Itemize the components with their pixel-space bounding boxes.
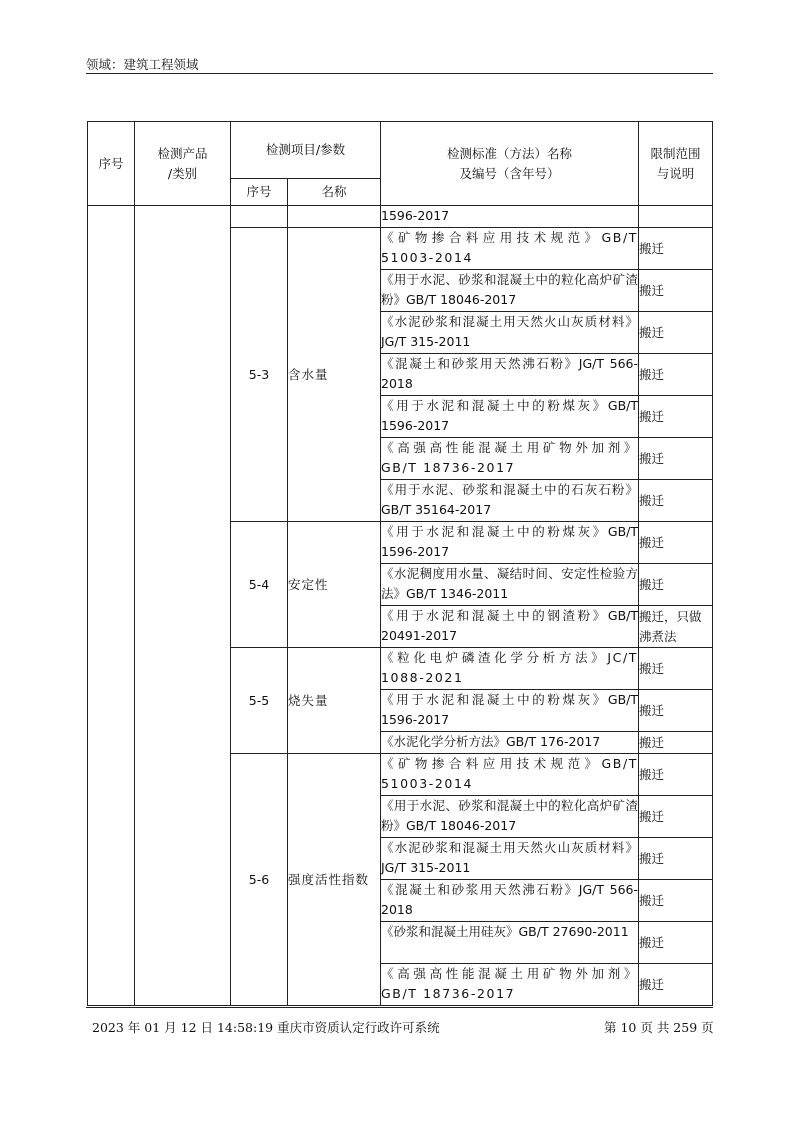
- standard-cell: 《用于水泥、砂浆和混凝土中的石灰石粉》GB/T 35164-2017: [381, 480, 639, 522]
- limit-cell: 搬迁: [639, 228, 713, 270]
- standard-cell: 《混凝土和砂浆用天然沸石粉》JG/T 566-2018: [381, 354, 639, 396]
- item-seq-5-4: 5-4: [231, 522, 288, 648]
- detection-scope-table: [87, 121, 713, 1006]
- standard-cell: 《高强高性能混凝土用矿物外加剂》GB/T 18736-2017: [381, 438, 639, 480]
- limit-cell: 搬迁: [639, 312, 713, 354]
- item-seq-5-6: 5-6: [231, 754, 288, 1006]
- item-name-5-5: 烧失量: [288, 648, 381, 754]
- standard-cell: 《水泥化学分析方法》GB/T 176-2017: [381, 732, 639, 754]
- standard-cell: 《用于水泥和混凝土中的粉煤灰》GB/T 1596-2017: [381, 396, 639, 438]
- standard-cell: 《矿物掺合料应用技术规范》GB/T 51003-2014: [381, 228, 639, 270]
- item-name-5-4: 安定性: [288, 522, 381, 648]
- standard-cell: 《用于水泥、砂浆和混凝土中的粒化高炉矿渣粉》GB/T 18046-2017: [381, 796, 639, 838]
- seq-cell-empty: [88, 206, 135, 1006]
- limit-cell: 搬迁: [639, 754, 713, 796]
- limit-cell: 搬迁: [639, 838, 713, 880]
- standard-cell: 1596-2017: [381, 206, 639, 228]
- limit-cell: 搬迁: [639, 396, 713, 438]
- header-item-name: 名称: [288, 179, 381, 206]
- standard-cell: 《用于水泥和混凝土中的钢渣粉》GB/T 20491-2017: [381, 606, 639, 648]
- standard-cell: 《高强高性能混凝土用矿物外加剂》GB/T 18736-2017: [381, 964, 639, 1006]
- item-name-5-3: 含水量: [288, 228, 381, 522]
- header-item-group: 检测项目/参数: [231, 122, 381, 179]
- header-limit: 限制范围 与说明: [639, 122, 713, 206]
- standard-cell: 《用于水泥和混凝土中的粉煤灰》GB/T 1596-2017: [381, 690, 639, 732]
- header-seq: 序号: [88, 122, 135, 206]
- standard-cell: 《水泥砂浆和混凝土用天然火山灰质材料》JG/T 315-2011: [381, 838, 639, 880]
- limit-cell: 搬迁: [639, 438, 713, 480]
- limit-cell: 搬迁: [639, 354, 713, 396]
- standard-cell: 《粒化电炉磷渣化学分析方法》JC/T 1088-2021: [381, 648, 639, 690]
- limit-cell: 搬迁: [639, 732, 713, 754]
- limit-cell: 搬迁，只做沸煮法: [639, 606, 713, 648]
- limit-cell: 搬迁: [639, 880, 713, 922]
- header-item-seq: 序号: [231, 179, 288, 206]
- footer-page-info: 第 10 页 共 259 页: [604, 1020, 714, 1035]
- standard-cell: 《矿物掺合料应用技术规范》GB/T 51003-2014: [381, 754, 639, 796]
- item-seq-5-5: 5-5: [231, 648, 288, 754]
- header-standard: 检测标准（方法）名称 及编号（含年号）: [381, 122, 639, 206]
- product-cell-empty: [135, 206, 231, 1006]
- limit-cell: 搬迁: [639, 796, 713, 838]
- footer-timestamp-system: 2023 年 01 月 12 日 14:58:19 重庆市资质认定行政许可系统: [92, 1020, 440, 1035]
- header-rule: [86, 73, 713, 74]
- limit-cell: 搬迁: [639, 648, 713, 690]
- carry-item-seq: [231, 206, 288, 228]
- limit-cell: 搬迁: [639, 564, 713, 606]
- item-name-5-6: 强度活性指数: [288, 754, 381, 1006]
- standard-cell: 《用于水泥和混凝土中的粉煤灰》GB/T 1596-2017: [381, 522, 639, 564]
- header-product-category: 检测产品 /类别: [135, 122, 231, 206]
- limit-cell: 搬迁: [639, 270, 713, 312]
- limit-cell: 搬迁: [639, 964, 713, 1006]
- limit-cell: [639, 206, 713, 228]
- standard-cell: 《水泥稠度用水量、凝结时间、安定性检验方法》GB/T 1346-2011: [381, 564, 639, 606]
- footer-rule: [86, 1007, 713, 1008]
- limit-cell: 搬迁: [639, 690, 713, 732]
- limit-cell: 搬迁: [639, 522, 713, 564]
- page-header-domain: 领域：建筑工程领域: [86, 57, 199, 72]
- standard-cell: 《水泥砂浆和混凝土用天然火山灰质材料》JG/T 315-2011: [381, 312, 639, 354]
- standard-cell: 《用于水泥、砂浆和混凝土中的粒化高炉矿渣粉》GB/T 18046-2017: [381, 270, 639, 312]
- carry-item-name: [288, 206, 381, 228]
- limit-cell: 搬迁: [639, 922, 713, 964]
- standard-cell: 《砂浆和混凝土用硅灰》GB/T 27690-2011: [381, 922, 639, 964]
- item-seq-5-3: 5-3: [231, 228, 288, 522]
- limit-cell: 搬迁: [639, 480, 713, 522]
- standard-cell: 《混凝土和砂浆用天然沸石粉》JG/T 566-2018: [381, 880, 639, 922]
